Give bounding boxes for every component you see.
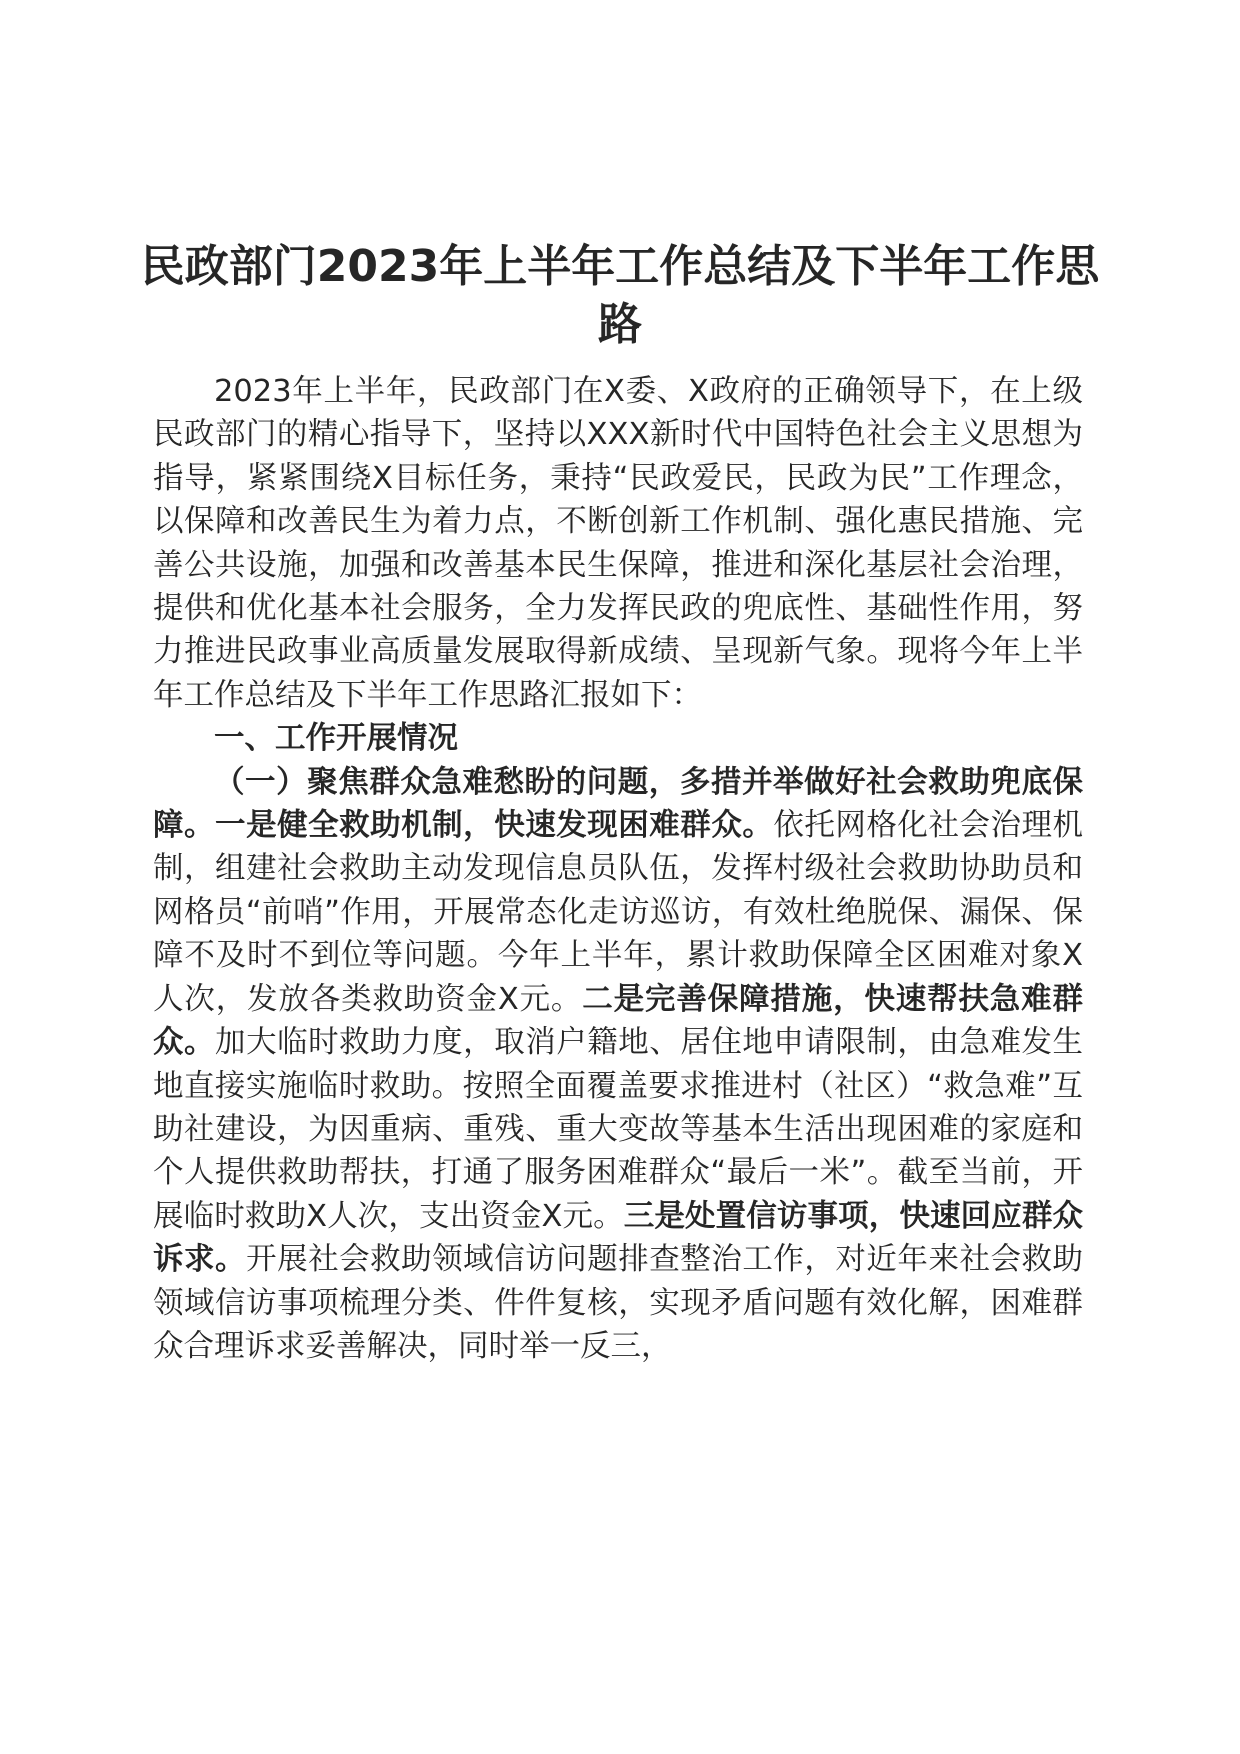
- point-three-text: 开展社会救助领域信访问题排查整治工作，对近年来社会救助领域信访事项梳理分类、件件复核，实现矛盾问题有效化解，困难群众合理诉求妥善解决，同时举一反三，: [153, 1242, 1084, 1364]
- subsection-paragraph-social-assistance: [153, 761, 1083, 1369]
- document-body: [153, 370, 1083, 1368]
- point-three-heading: 三是处置信访事项，快速回应群众诉求。: [153, 1198, 1083, 1278]
- point-one-heading: 一是健全救助机制，快速发现困难群众。: [215, 808, 774, 844]
- subsection-heading-social-assistance: （一）聚焦群众急难愁盼的问题，多措并举做好社会救助兜底保障。: [153, 764, 1083, 844]
- section-heading-work-progress: 一、工作开展情况: [214, 721, 458, 757]
- point-two-heading: 二是完善保障措施，快速帮扶急难群众。: [153, 981, 1084, 1061]
- document-title: 民政部门2023年上半年工作总结及下半年工作思路: [140, 241, 1100, 350]
- point-two-text: 加大临时救助力度，取消户籍地、居住地申请限制，由急难发生地直接实施临时救助。按照全面覆盖要求推进村（社区）“救急难”互助社建设，为因重病、重残、重大变故等基本生活出现困难的家庭和个人提供救助帮扶，打通了服务困难群众“最后一米”。截至当前，开展临时救助X人次，支出资金X元。: [153, 1025, 1084, 1234]
- point-one-text: 依托网格化社会治理机制，组建社会救助主动发现信息员队伍，发挥村级社会救助协助员和网格员“前哨”作用，开展常态化走访巡访，有效杜绝脱保、漏保、保障不及时不到位等问题。今年上半年，累计救助保障全区困难对象X人次，发放各类救助资金X元。: [153, 808, 1084, 1017]
- intro-paragraph: 2023年上半年，民政部门在X委、X政府的正确领导下，在上级民政部门的精心指导下，坚持以XXX新时代中国特色社会主义思想为指导，紧紧围绕X目标任务，秉持“民政爱民，民政为民”工作理念，以保障和改善民生为着力点，不断创新工作机制、强化惠民措施、完善公共设施，加强和改善基本民生保障，推进和深化基层社会治理，提供和优化基本社会服务，全力发挥民政的兜底性、基础性作用，努力推进民政事业高质量发展取得新成绩、呈现新气象。现将今年上半年工作总结及下半年工作思路汇报如下：: [153, 374, 1083, 713]
